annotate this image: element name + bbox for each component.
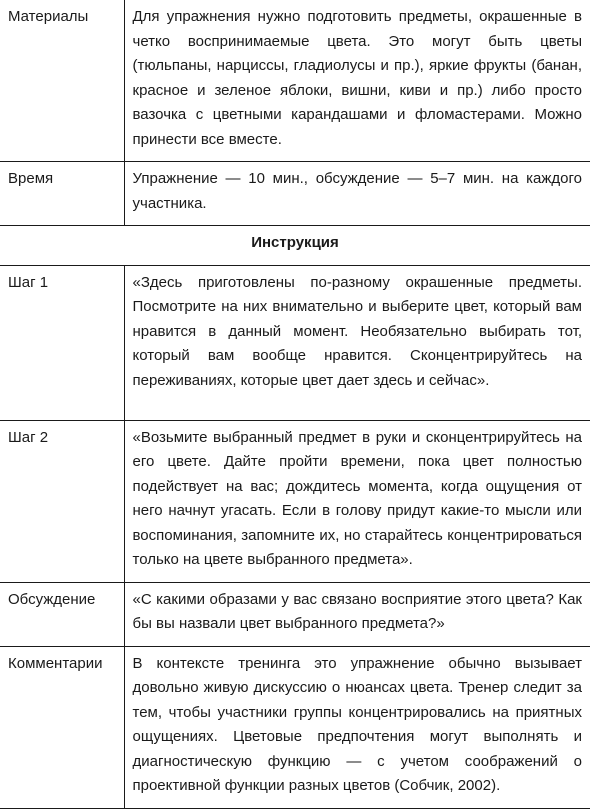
- step2-label: Шаг 2: [0, 420, 124, 582]
- step1-text: «Здесь приготовлены по-разному окрашенные предметы. Посмотрите на них внимательно и выберите цвет, который вам нравится в данный момент. Необязательно выбирать тот, который вам вообще нравится. Сконцентрируйтесь на переживаниях, которые цвет дает здесь и сейчас».: [124, 265, 590, 420]
- step2-text: «Возьмите выбранный предмет в руки и сконцентрируйтесь на его цвете. Дайте пройти времени, пока цвет полностью подействует на вас; дождитесь момента, когда ощущения от него начнут угасать. Если в голову придут какие-то мысли или воспоминания, запомните их, но старайтесь концентрироваться только на цвете выбранного предмета».: [124, 420, 590, 582]
- table-row-materials: [0, 0, 590, 162]
- materials-label: Материалы: [0, 0, 124, 162]
- table-row-step1: [0, 265, 590, 420]
- table-row-step2: [0, 420, 590, 582]
- section-heading-instruction: Инструкция: [0, 226, 590, 266]
- table-row-section: [0, 226, 590, 266]
- discussion-text: «С какими образами у вас связано восприятие этого цвета? Как бы вы назвали цвет выбранного предмета?»: [124, 582, 590, 646]
- time-label: Время: [0, 162, 124, 226]
- table-row-comments: [0, 646, 590, 808]
- table-row-discussion: [0, 582, 590, 646]
- comments-text: В контексте тренинга это упражнение обычно вызывает довольно живую дискуссию о нюансах цвета. Тренер следит за тем, чтобы участники группы концентрировались на приятных ощущениях. Цветовые предпочтения могут выполнять и диагностическую функцию — с учетом соображений о проективной функции разных цветов (Собчик, 2002).: [124, 646, 590, 808]
- discussion-label: Обсуждение: [0, 582, 124, 646]
- comments-label: Комментарии: [0, 646, 124, 808]
- table-row-time: [0, 162, 590, 226]
- step1-label: Шаг 1: [0, 265, 124, 420]
- materials-text: Для упражнения нужно подготовить предметы, окрашенные в четко воспринимаемые цвета. Это могут быть цветы (тюльпаны, нарциссы, гладиолусы и пр.), яркие фрукты (банан, красное и зеленое яблоки, вишни, киви и пр.) либо просто вазочка с цветными карандашами и фломастерами. Можно принести все вместе.: [124, 0, 590, 162]
- time-text: Упражнение — 10 мин., обсуждение — 5–7 мин. на каждого участника.: [124, 162, 590, 226]
